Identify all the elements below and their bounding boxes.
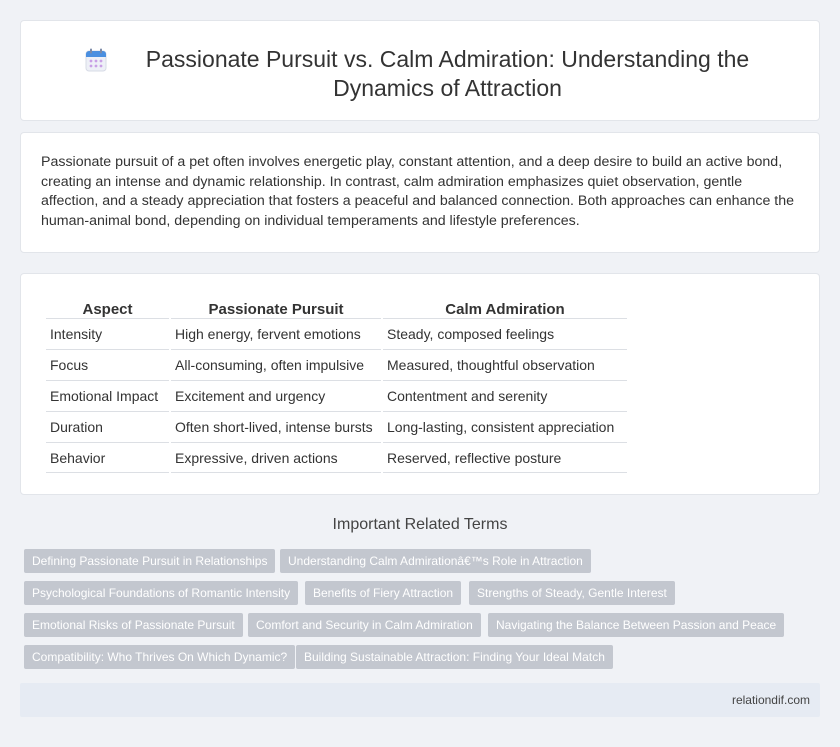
page-title: Passionate Pursuit vs. Calm Admiration: Understanding the Dynamics of Attraction	[145, 46, 750, 101]
calendar-icon	[85, 48, 107, 72]
related-tag[interactable]: Psychological Foundations of Romantic Intensity	[24, 581, 298, 605]
intro-card	[20, 132, 820, 253]
intro-paragraph: Passionate pursuit of a pet often involves energetic play, constant attention, and a deep desire to build an active bond, creating an intense and dynamic relationship. In contrast, calm admiration emphasizes quiet observation, gentle affection, and a steady appreciation that fosters a peaceful and balanced connection. Both approaches can enhance the human-animal bond, depending on individual temperaments and lifestyle preferences.	[41, 154, 795, 229]
table-cell: Emotional Impact	[46, 380, 169, 411]
table-cell: Measured, thoughtful observation	[383, 349, 627, 380]
related-tag[interactable]: Comfort and Security in Calm Admiration	[248, 613, 481, 637]
table-cell: Intensity	[46, 318, 169, 349]
table-cell: Duration	[46, 411, 169, 442]
table-row	[46, 349, 627, 380]
table-cell: Steady, composed feelings	[383, 318, 627, 349]
table-cell: Focus	[46, 349, 169, 380]
related-tag[interactable]: Defining Passionate Pursuit in Relationships	[24, 549, 275, 573]
table-row	[46, 411, 627, 442]
related-terms-title: Important Related Terms	[332, 516, 508, 533]
table-cell: Expressive, driven actions	[171, 442, 381, 473]
related-tag[interactable]: Strengths of Steady, Gentle Interest	[469, 581, 675, 605]
table-row	[46, 318, 627, 349]
comparison-card	[20, 273, 820, 495]
table-row	[46, 380, 627, 411]
table-cell: Often short-lived, intense bursts	[171, 411, 381, 442]
related-tag[interactable]: Navigating the Balance Between Passion and Peace	[488, 613, 784, 637]
table-cell: Reserved, reflective posture	[383, 442, 627, 473]
header-card	[20, 20, 820, 121]
related-tag[interactable]: Benefits of Fiery Attraction	[305, 581, 461, 605]
related-tag[interactable]: Building Sustainable Attraction: Finding Your Ideal Match	[296, 645, 613, 669]
header-passionate: Passionate Pursuit	[208, 301, 344, 318]
table-cell: High energy, fervent emotions	[171, 318, 381, 349]
table-cell: Long-lasting, consistent appreciation	[383, 411, 627, 442]
header-aspect: Aspect	[82, 301, 133, 318]
table-cell: Contentment and serenity	[383, 380, 627, 411]
table-cell: Behavior	[46, 442, 169, 473]
title-wrap	[21, 45, 819, 103]
header-calm: Calm Admiration	[445, 301, 565, 318]
related-tag[interactable]: Compatibility: Who Thrives On Which Dynamic?	[24, 645, 295, 669]
table-header-row	[46, 296, 627, 318]
comparison-table	[44, 296, 629, 473]
related-tag[interactable]: Emotional Risks of Passionate Pursuit	[24, 613, 243, 637]
site-link[interactable]: relationdif.com	[731, 693, 810, 707]
footer	[20, 683, 820, 717]
table-row	[46, 442, 627, 473]
table-cell: Excitement and urgency	[171, 380, 381, 411]
table-cell: All-consuming, often impulsive	[171, 349, 381, 380]
related-tag[interactable]: Understanding Calm Admirationâ€™s Role in Attraction	[280, 549, 591, 573]
